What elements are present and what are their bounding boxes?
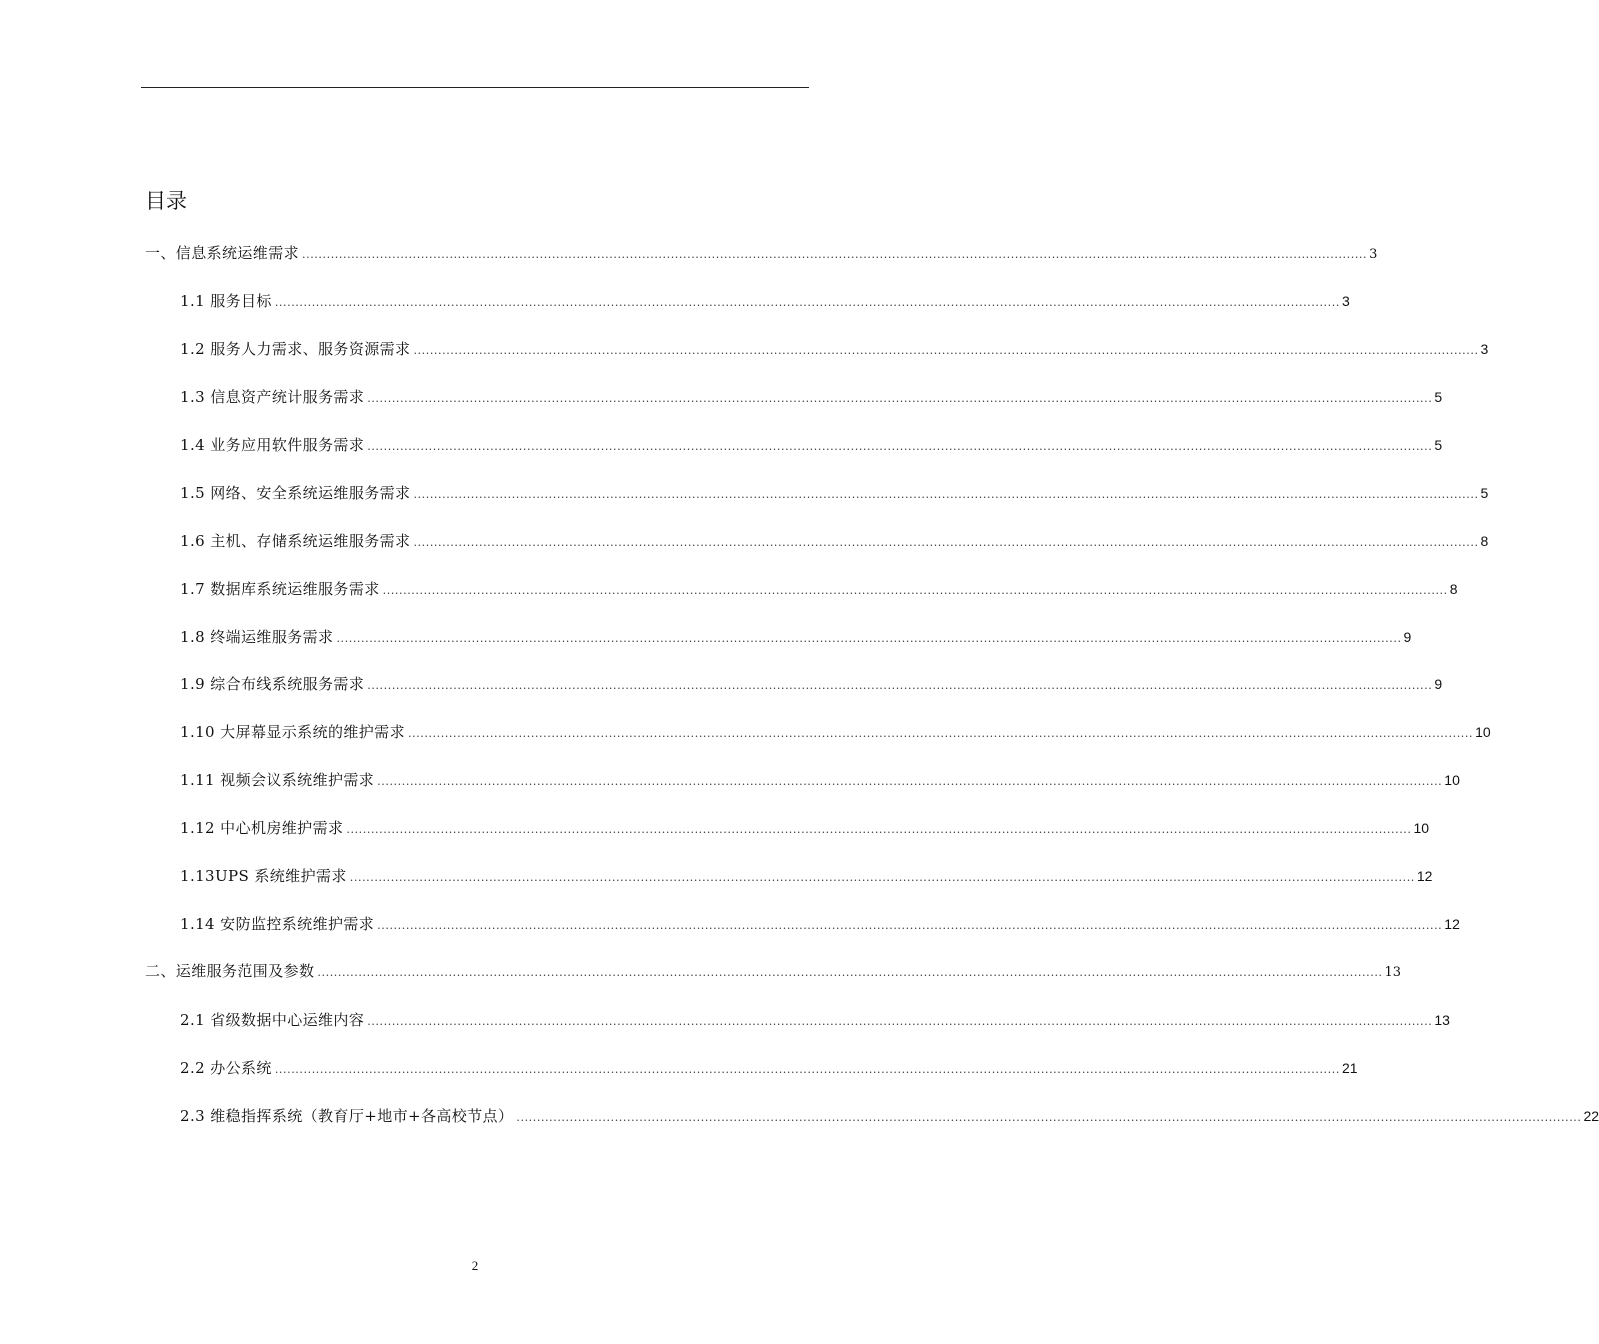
toc-entry-page: 12: [1416, 868, 1433, 884]
page-number: 2: [471, 1258, 479, 1273]
toc-entry[interactable]: [180, 1105, 1599, 1127]
toc-entry-page: 8: [1449, 581, 1458, 597]
toc-entry[interactable]: [180, 673, 1443, 695]
dot-leader: ....................................................................................................................................................................................................................................................................: [274, 1063, 1340, 1076]
toc-entry[interactable]: [180, 338, 1489, 360]
toc-entry-label: 1.14 安防监控系统维护需求: [180, 915, 375, 933]
toc-entry-label: 二、运维服务范围及参数: [145, 962, 315, 980]
toc-entry-page: 13: [1434, 1012, 1450, 1028]
toc-entry[interactable]: [180, 290, 1350, 312]
toc-entry-page: 10: [1444, 772, 1460, 788]
dot-leader: ....................................................................................................................................................................................................................................................................: [407, 727, 1474, 740]
toc-entry-label: 一、信息系统运维需求: [145, 244, 300, 262]
toc-entry-label: 1.10 大屏幕显示系统的维护需求: [180, 723, 405, 741]
toc-entry[interactable]: [180, 386, 1443, 408]
dot-leader: ....................................................................................................................................................................................................................................................................: [413, 536, 1479, 549]
toc-entry[interactable]: [180, 913, 1460, 935]
dot-leader: ....................................................................................................................................................................................................................................................................: [274, 296, 1340, 309]
dot-leader: ....................................................................................................................................................................................................................................................................: [302, 248, 1368, 261]
header-rule: [141, 87, 809, 88]
toc-entry-label: 1.13UPS 系统维护需求: [180, 867, 347, 885]
toc-entry-page: 10: [1475, 724, 1491, 740]
dot-leader: ....................................................................................................................................................................................................................................................................: [367, 392, 1433, 405]
dot-leader: ....................................................................................................................................................................................................................................................................: [349, 871, 1415, 884]
toc-entry-page: 9: [1403, 629, 1412, 645]
toc-entry[interactable]: [180, 482, 1489, 504]
dot-leader: ....................................................................................................................................................................................................................................................................: [382, 584, 1448, 597]
toc-entry-page: 3: [1480, 341, 1489, 357]
toc-entry-label: 2.2 办公系统: [180, 1059, 272, 1077]
toc-entry[interactable]: [180, 817, 1430, 839]
toc-entry[interactable]: [180, 769, 1460, 791]
toc-entry-page: 22: [1583, 1108, 1599, 1124]
toc-entry-page: 3: [1369, 247, 1378, 262]
dot-leader: ....................................................................................................................................................................................................................................................................: [413, 344, 1479, 357]
toc-entry[interactable]: [180, 626, 1412, 648]
toc-entry-label: 1.8 终端运维服务需求: [180, 628, 334, 646]
toc-entry-label: 1.4 业务应用软件服务需求: [180, 436, 365, 454]
dot-leader: ....................................................................................................................................................................................................................................................................: [413, 488, 1479, 501]
dot-leader: ....................................................................................................................................................................................................................................................................: [367, 440, 1433, 453]
toc-entry-page: 10: [1413, 820, 1430, 836]
toc-entry-page: 9: [1434, 676, 1443, 692]
toc-title: 目录: [145, 189, 187, 213]
toc-entry[interactable]: [145, 242, 1378, 264]
toc-entry-page: 12: [1444, 916, 1460, 932]
toc-entry-label: 2.1 省级数据中心运维内容: [180, 1011, 365, 1029]
toc-entry-page: 5: [1434, 437, 1443, 453]
toc-entry[interactable]: [180, 721, 1491, 743]
toc-entry-label: 1.7 数据库系统运维服务需求: [180, 580, 380, 598]
toc-entry-label: 1.3 信息资产统计服务需求: [180, 388, 365, 406]
toc-entry[interactable]: [180, 530, 1489, 552]
toc-entry-label: 1.11 视频会议系统维护需求: [180, 771, 375, 789]
toc-entry-label: 1.12 中心机房维护需求: [180, 819, 344, 837]
toc-entry-page: 5: [1480, 485, 1489, 501]
dot-leader: ....................................................................................................................................................................................................................................................................: [367, 679, 1433, 692]
toc-entry-page: 8: [1480, 533, 1489, 549]
toc-entry-page: 3: [1341, 293, 1350, 309]
toc-entry-label: 2.3 维稳指挥系统（教育厅+地市+各高校节点）: [180, 1107, 514, 1125]
toc-entry-page: 5: [1434, 389, 1443, 405]
toc-entry-label: 1.9 综合布线系统服务需求: [180, 675, 365, 693]
toc-entry[interactable]: [180, 1057, 1358, 1079]
dot-leader: ....................................................................................................................................................................................................................................................................: [346, 823, 1412, 836]
toc-entry-label: 1.2 服务人力需求、服务资源需求: [180, 340, 411, 358]
dot-leader: ....................................................................................................................................................................................................................................................................: [377, 919, 1443, 932]
dot-leader: ....................................................................................................................................................................................................................................................................: [317, 966, 1383, 979]
toc-entry-page: 21: [1341, 1060, 1358, 1076]
toc-entry-page: 13: [1384, 965, 1402, 980]
toc-entry[interactable]: [180, 1009, 1450, 1031]
toc-entry[interactable]: [180, 578, 1458, 600]
toc-entry-label: 1.1 服务目标: [180, 292, 272, 310]
dot-leader: ....................................................................................................................................................................................................................................................................: [336, 632, 1402, 645]
dot-leader: ....................................................................................................................................................................................................................................................................: [516, 1111, 1582, 1124]
toc-entry[interactable]: [180, 434, 1443, 456]
dot-leader: ....................................................................................................................................................................................................................................................................: [377, 775, 1443, 788]
toc-entry-label: 1.6 主机、存储系统运维服务需求: [180, 532, 411, 550]
dot-leader: ....................................................................................................................................................................................................................................................................: [367, 1015, 1433, 1028]
toc-entry[interactable]: [145, 960, 1402, 982]
toc-entry[interactable]: [180, 865, 1433, 887]
toc-entry-label: 1.5 网络、安全系统运维服务需求: [180, 484, 411, 502]
